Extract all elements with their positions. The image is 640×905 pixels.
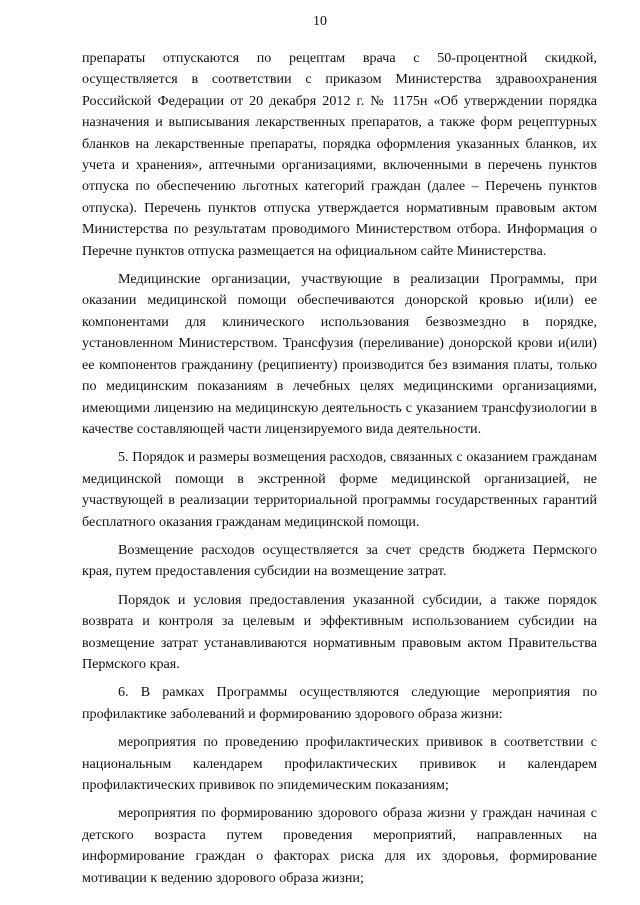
document-body	[82, 48, 597, 889]
paragraph-subsidy-conditions: Порядок и условия предоставления указанной субсидии, а также порядок возврата и контроля за целевым и эффективным использованием субсидии на возмещение затрат устанавливаются нормативным правовым актом Правительства Пермского края.	[82, 591, 597, 672]
paragraph-healthy-lifestyle: мероприятия по формированию здорового образа жизни у граждан начиная с детского возраста путем проведения мероприятий, направленных на информирование граждан о факторах риска для их здоровья, формирование мотивации к ведению здорового образа жизни;	[82, 805, 597, 886]
paragraph-donor-blood: Медицинские организации, участвующие в реализации Программы, при оказании медицинской помощи обеспечиваются донорской кровью и(или) ее компонентами для клинического использования безвозмездно в порядке, установленном Министерством. Трансфузия (переливание) донорской крови и(или) ее компонентов гражданину (реципиенту) производится без взимания платы, только по медицинским показаниям в лечебных целях медицинскими организациями, имеющими лицензию на медицинскую деятельность с указанием трансфузиологии в качестве составляющей части лицензируемого вида деятельности.	[82, 271, 597, 437]
paragraph-prevention-measures: 6. В рамках Программы осуществляются следующие мероприятия по профилактике заболеваний и формированию здорового образа жизни:	[82, 684, 597, 722]
paragraph-vaccination: мероприятия по проведению профилактических прививок в соответствии с национальным календарем профилактических прививок и календарем профилактических прививок по эпидемическим показаниям;	[82, 734, 597, 793]
paragraph-prescriptions: препараты отпускаются по рецептам врача с 50-процентной скидкой, осуществляется в соответствии с приказом Министерства здравоохранения Российской Федерации от 20 декабря 2012 г. № 1175н «Об утверждении порядка назначения и выписывания лекарственных препаратов, а также форм рецептурных бланков на лекарственные препараты, порядка оформления указанных бланков, их учета и хранения», аптечными организациями, включенными в перечень пунктов отпуска по обеспечению льготных категорий граждан (далее – Перечень пунктов отпуска). Перечень пунктов отпуска утверждается нормативным правовым актом Министерства по результатам проводимого Министерством отбора. Информация о Перечне пунктов отпуска размещается на официальном сайте Министерства.	[82, 50, 597, 259]
page-number: 10	[313, 14, 327, 29]
paragraph-compensation-order: 5. Порядок и размеры возмещения расходов, связанных с оказанием гражданам медицинской помощи в экстренной форме медицинской организацией, не участвующей в реализации территориальной программы государственных гарантий бесплатного оказания гражданам медицинской помощи.	[82, 449, 597, 530]
paragraph-compensation-source: Возмещение расходов осуществляется за счет средств бюджета Пермского края, путем предоставления субсидии на возмещение затрат.	[82, 541, 597, 580]
